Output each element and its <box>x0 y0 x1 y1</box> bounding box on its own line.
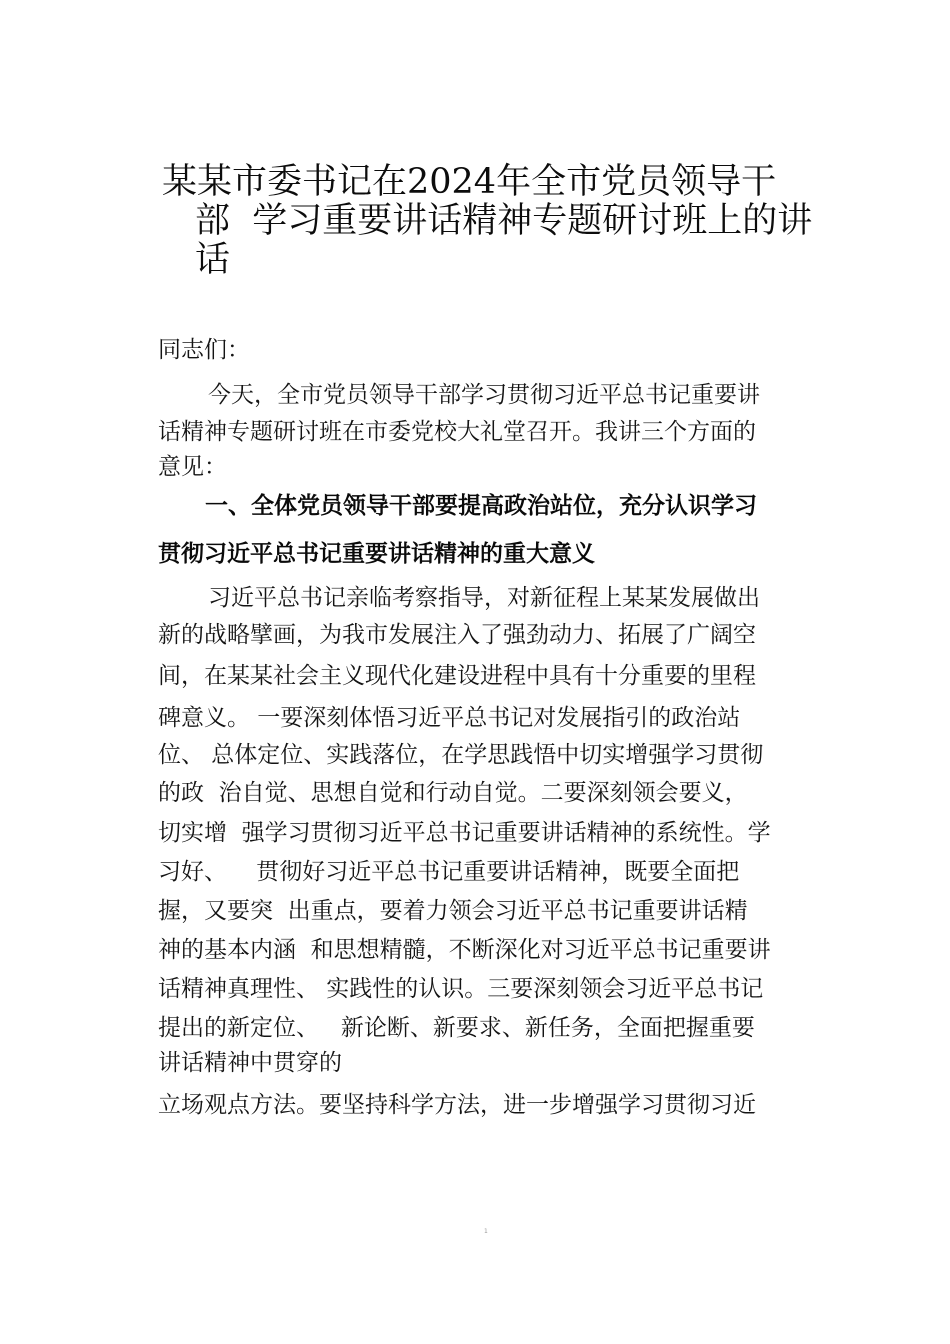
body-line: 提出的新定位、 新论断、新要求、新任务，全面把握重要 <box>158 1015 755 1041</box>
body-line: 神的基本内涵 和思想精髓，不断深化对习近平总书记重要讲 <box>158 937 771 963</box>
body-line: 间，在某某社会主义现代化建设进程中具有十分重要的里程 <box>158 663 756 689</box>
title-line: 话 <box>195 240 231 280</box>
intro-line: 话精神专题研讨班在市委党校大礼堂召开。我讲三个方面的 <box>158 419 756 445</box>
intro-line: 意见： <box>158 454 227 480</box>
body-line: 位、 总体定位、实践落位，在学思践悟中切实增强学习贯彻 <box>158 742 764 768</box>
document-title <box>162 163 842 280</box>
title-line: 部 学习重要讲话精神专题研讨班上的讲 <box>195 201 813 241</box>
body-line: 立场观点方法。要坚持科学方法，进一步增强学习贯彻习近 <box>158 1092 756 1118</box>
body-line: 习好、 贯彻好习近平总书记重要讲话精神，既要全面把 <box>158 859 740 885</box>
body-line: 习近平总书记亲临考察指导，对新征程上某某发展做出 <box>208 585 760 611</box>
body-line: 碑意义。 一要深刻体悟习近平总书记对发展指引的政治站 <box>158 705 741 731</box>
section-heading-line: 贯彻习近平总书记重要讲话精神的重大意义 <box>158 541 595 567</box>
body-line: 新的战略擘画，为我市发展注入了强劲动力、拓展了广阔空 <box>158 622 756 648</box>
title-line: 某某市委书记在2024年全市党员领导干 <box>162 162 777 202</box>
salutation: 同志们： <box>158 337 250 363</box>
intro-line: 今天，全市党员领导干部学习贯彻习近平总书记重要讲 <box>208 382 760 408</box>
body-line: 话精神真理性、 实践性的认识。三要深刻领会习近平总书记 <box>158 976 764 1002</box>
page-number: 1 <box>484 1228 488 1235</box>
body-line: 握，又要突 出重点，要着力领会习近平总书记重要讲话精 <box>158 898 748 924</box>
body-line: 切实增 强学习贯彻习近平总书记重要讲话精神的系统性。学 <box>158 820 771 846</box>
body-line: 的政 治自觉、思想自觉和行动自觉。二要深刻领会要义， <box>158 780 748 806</box>
section-heading-line: 一、全体党员领导干部要提高政治站位，充分认识学习 <box>205 493 757 519</box>
body-line: 讲话精神中贯穿的 <box>158 1050 342 1076</box>
